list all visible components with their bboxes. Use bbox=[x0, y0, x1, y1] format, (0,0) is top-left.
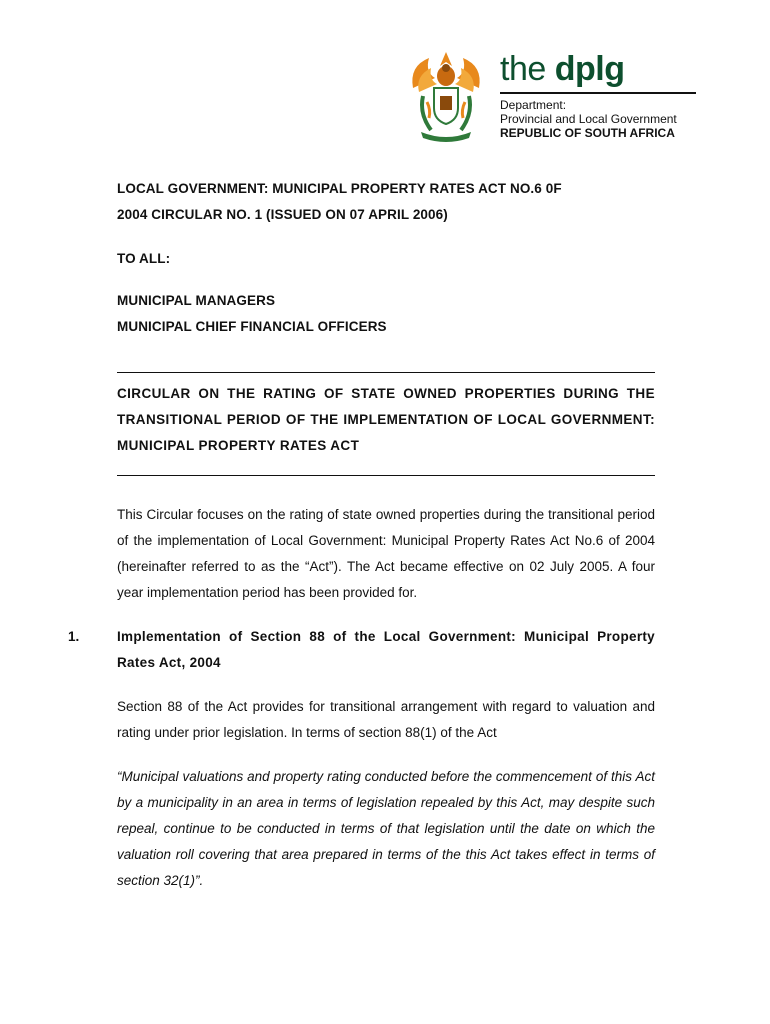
section-1 bbox=[68, 624, 655, 894]
section-quote: “Municipal valuations and property rating conducted before the commencement of this Act by a municipality in an area in terms of legislation repealed by this Act, may despite such repeal, continue to be conducted in terms of that legislation until the date on which the valuation roll covering that area prepared in terms of the this Act takes effect in terms of section 32(1)”. bbox=[117, 769, 655, 888]
department-label: Department: bbox=[500, 98, 567, 112]
dplg-logo bbox=[500, 50, 700, 88]
intro-paragraph: This Circular focuses on the rating of state owned properties during the transitional period of the implementation of Local Government: Municipal Property Rates Act No.6 of 2004 (hereinafter referred to as the “Act”). The Act became effective on 02 July 2005. A four year implementation period has been provided for. bbox=[117, 507, 655, 600]
recipient-chief-financial-officers: MUNICIPAL CHIEF FINANCIAL OFFICERS bbox=[117, 319, 387, 334]
brand-divider bbox=[500, 92, 696, 94]
section-number: 1. bbox=[68, 629, 80, 644]
recipient-municipal-managers: MUNICIPAL MANAGERS bbox=[117, 293, 276, 308]
circular-title: CIRCULAR ON THE RATING OF STATE OWNED PROPERTIES DURING THE TRANSITIONAL PERIOD OF THE IMPLEMENTATION OF LOCAL GOVERNMENT: MUNICIPAL PROPERTY RATES ACT bbox=[117, 386, 655, 453]
addressee-heading: TO ALL: bbox=[117, 251, 171, 266]
section-paragraph: Section 88 of the Act provides for transitional arrangement with regard to valuation and rating under prior legislation. In terms of section 88(1) of the Act bbox=[117, 699, 655, 740]
department-name: Provincial and Local Government bbox=[500, 112, 677, 126]
divider-top bbox=[117, 372, 655, 373]
coat-of-arms-icon bbox=[405, 48, 487, 144]
document-body bbox=[68, 176, 655, 894]
document-title-line-2: 2004 CIRCULAR NO. 1 (ISSUED ON 07 APRIL 2006) bbox=[117, 207, 448, 222]
section-title: Implementation of Section 88 of the Local Government: Municipal Property Rates Act, 2004 bbox=[117, 629, 655, 670]
country-name: REPUBLIC OF SOUTH AFRICA bbox=[500, 126, 675, 140]
dplg-brand bbox=[500, 50, 700, 140]
brand-dplg: dplg bbox=[554, 50, 625, 88]
document-title-line-1: LOCAL GOVERNMENT: MUNICIPAL PROPERTY RATES ACT NO.6 0F bbox=[117, 181, 562, 196]
brand-the: the bbox=[500, 50, 546, 88]
divider-bottom bbox=[117, 475, 655, 476]
